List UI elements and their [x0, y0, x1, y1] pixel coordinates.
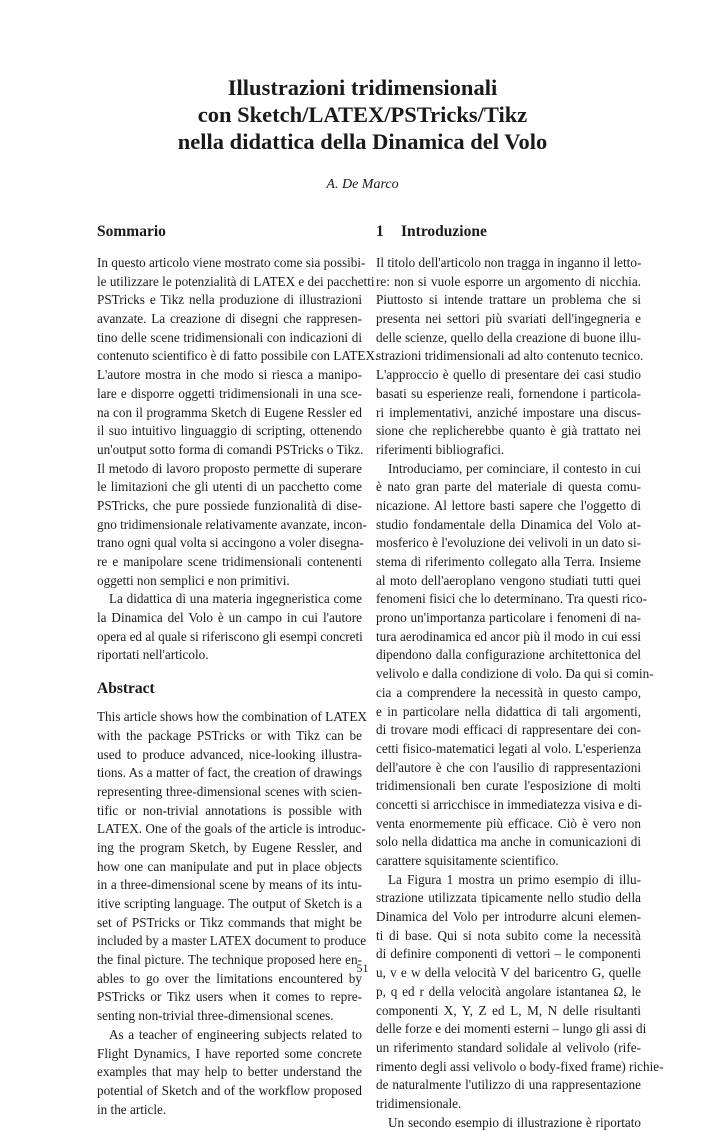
text-line: ri implementativi, anziché impostare una discus- [376, 404, 641, 420]
text-line: è nato gran parte del materiale di questa comu- [376, 479, 641, 495]
text-line: Il metodo di lavoro proposto permette di superare [97, 460, 362, 476]
text-line: di trovare modi efficaci di rappresentare dei con- [376, 722, 641, 738]
text-line: tridimensionale. [376, 1095, 462, 1111]
text-line: strazione utilizzata tipicamente nello studio della [376, 890, 641, 906]
text-line: trano ogni qual volta si accingono a voler disegna- [97, 535, 364, 551]
text-line: LATEX. One of the goals of the article is introduc- [97, 821, 366, 837]
text-line: potential of Sketch and of the workflow proposed [97, 1082, 362, 1098]
text-line: tura aerodinamica ed ancor più il modo in cui essi [376, 628, 641, 644]
text-line: in the article. [97, 1101, 167, 1117]
text-line: riferimenti bibliografici. [376, 441, 505, 457]
text-line: de naturalmente l'utilizzo di una rappresentazione [376, 1077, 641, 1093]
text-line: prono un'importanza particolare i fenomeni di na- [376, 610, 641, 626]
text-line: Un secondo esempio di illustrazione è riportato [388, 1114, 641, 1130]
text-line: solo nella didattica ma anche in comunicazioni di [376, 834, 641, 850]
right-column [376, 222, 664, 1132]
text-line: Piuttosto si intende trattare un problema che si [376, 292, 641, 308]
text-line: nicazione. Al lettore basti sapere che l'oggetto di [376, 497, 641, 513]
text-line: PSTricks or Tikz users when it comes to repre- [97, 989, 362, 1005]
text-line: rimento degli assi velivolo o body-fixed frame) richie- [376, 1058, 664, 1074]
text-line: venta enormemente più efficace. Ciò è vero non [376, 815, 641, 831]
text-line: p, q ed r della velocità angolare istantanea Ω, le [376, 983, 641, 999]
text-line: Introduciamo, per cominciare, il contesto in cui [388, 460, 641, 476]
text-line: riportati nell'articolo. [97, 647, 209, 663]
text-line: le utilizzare le potenzialità di LATEX e dei pacchetti [97, 273, 375, 289]
text-line: re: non si vuole esporre un argomento di nicchia. [376, 273, 641, 289]
text-line: PSTricks e Tikz nella produzione di illustrazioni [97, 292, 362, 308]
text-line: tridimensionali ben curate l'esposizione di molti [376, 778, 641, 794]
text-line: re e manipolare scene tridimensionali contenenti [97, 554, 362, 569]
text-line: As a teacher of engineering subjects related to [109, 1026, 362, 1042]
title-line: nella didattica della Dinamica del Volo [177, 129, 548, 154]
text-line: La Figura 1 mostra un primo esempio di illu- [388, 871, 641, 887]
text-line: delle scienze, quello della creazione di buone illu- [376, 329, 641, 345]
text-line: un'output sotto forma di comandi PSTricks o Tikz. [97, 441, 364, 457]
text-line: dell'autore è che con l'ausilio di rappresentazioni [376, 759, 641, 775]
text-line: strazioni tridimensionali ad alto contenuto tecnico. [376, 348, 644, 364]
title-line: con Sketch/LATEX/PSTricks/Tikz [197, 102, 528, 127]
text-line: il suo intuitivo linguaggio di scripting, ottenendo [97, 423, 362, 439]
text-line: studio fondamentale della Dinamica del Volo at- [376, 516, 641, 532]
text-line: fenomeni fisici che lo determinano. Tra questi rico- [376, 591, 648, 607]
text-line: mosferico è l'evoluzione dei velivoli in un dato si- [376, 535, 641, 551]
text-line: cetti fisico-matematici legati al volo. L'esperienza [376, 740, 641, 756]
text-line: al moto dell'aeroplano vengono studiati tutti quei [376, 572, 641, 588]
text-line: e in particolare nella didattica di tali argomenti, [376, 703, 641, 719]
text-line: how one can manipulate and put in place objects [97, 858, 362, 874]
text-line: gno tridimensionale relativamente avanzate, incon- [97, 516, 367, 532]
text-line: na con il programma Sketch di Eugene Ressler ed [97, 404, 362, 420]
section-title: Introduzione [401, 223, 487, 240]
text-line: cia a comprendere la necessità in questo campo, [376, 684, 641, 700]
text-line: contenuto scientifico è di fatto possibile con LATEX. [97, 348, 379, 364]
text-line: delle forze e dei momenti esterni – lungo gli assi di [376, 1021, 647, 1037]
text-line: used to produce advanced, nice-looking illustra- [97, 746, 362, 762]
text-line: basati su esperienze reali, fornendone i particola- [376, 385, 641, 401]
author: A. De Marco [326, 177, 399, 192]
section-number: 1 [376, 223, 384, 240]
text-line: di definire componenti di vettori – le componenti [376, 946, 641, 962]
text-line: lare e disporre oggetti tridimensionali in una sce- [97, 385, 362, 401]
text-line: concetti si arricchisce in immediatezza visiva e di- [376, 796, 643, 812]
text-line: componenti X, Y, Z ed L, M, N delle risultanti [376, 1002, 641, 1018]
introduzione-body [376, 254, 664, 1132]
text-line: opera ed al quale si riferiscono gli esempi concreti [97, 628, 363, 644]
text-line: ing the program Sketch, by Eugene Ressler, and [97, 839, 362, 855]
text-line: representing three-dimensional scenes with scien- [97, 783, 362, 799]
title-line: Illustrazioni tridimensionali [227, 75, 498, 100]
paper-title [0, 74, 725, 155]
text-line: tino delle scene tridimensionali con indicazioni di [97, 329, 362, 345]
text-line: with the package PSTricks or with Tikz can be [97, 727, 362, 743]
text-line: un riferimento standard solidale al velivolo (rife- [376, 1039, 641, 1055]
introduzione-heading [376, 222, 641, 242]
text-line: Flight Dynamics, I have reported some concrete [97, 1045, 362, 1061]
text-line: set of PSTricks or Tikz commands that might be [97, 914, 362, 930]
text-line: This article shows how the combination of LATEX [97, 709, 367, 725]
text-line: ti di base. Qui si nota subito come la necessità [376, 927, 641, 943]
text-line: dipendono dalla configurazione architettonica del [376, 647, 641, 663]
text-line: sione che replicherebbe quanto è già trattato nei [376, 423, 641, 439]
text-line: included by a master LATEX document to produce [97, 933, 367, 949]
sommario-body [97, 254, 379, 665]
text-line: In questo articolo viene mostrato come sia possibi- [97, 255, 366, 270]
text-line: L'approccio è quello di presentare dei casi studio [376, 367, 641, 383]
text-line: the final picture. The technique proposed here en- [97, 952, 362, 968]
text-line: carattere squisitamente scientifico. [376, 853, 559, 868]
text-line: L'autore mostra in che modo si riesca a manipo- [97, 367, 362, 383]
text-line: PSTricks, che pure possiede funzionalità di dise- [97, 497, 362, 513]
text-line: oggetti non semplici e non primitivi. [97, 572, 290, 588]
text-line: Dinamica del Volo per introdurre alcuni elemen- [376, 909, 641, 925]
text-line: u, v e w della velocità V del baricentro G, quelle [376, 965, 641, 981]
text-line: avanzate. La creazione di disegni che rappresen- [97, 311, 362, 327]
text-line: senting non-trivial three-dimensional scenes. [97, 1008, 334, 1024]
text-line: La didattica di una materia ingegneristica come [109, 591, 362, 607]
sommario-heading: Sommario [97, 223, 166, 240]
abstract-heading: Abstract [97, 680, 155, 698]
text-line: stema di riferimento collegato alla Terra. Insieme [376, 554, 641, 569]
text-line: la Dinamica del Volo è un campo in cui l'autore [97, 610, 362, 626]
text-line: presenta nei settori più svariati dell'ingegneria e [376, 311, 641, 327]
text-line: velivolo e dalla condizione di volo. Da qui si comin- [376, 666, 654, 682]
text-line: examples that may help to better understand the [97, 1064, 362, 1080]
text-line: ables to go over the limitations encountered by [97, 970, 362, 986]
page-number: 51 [356, 961, 369, 975]
text-line: tions. As a matter of fact, the creation of drawings [97, 765, 362, 781]
text-line: in a three-dimensional scene by means of its intu- [97, 877, 362, 893]
text-line: itive scripting language. The output of Sketch is a [97, 896, 362, 911]
text-line: le limitazioni che gli utenti di un pacchetto come [97, 479, 362, 495]
text-line: tific or non-trivial annotations is possible with [97, 802, 362, 818]
text-line: Il titolo dell'articolo non tragga in inganno il letto- [376, 255, 642, 270]
